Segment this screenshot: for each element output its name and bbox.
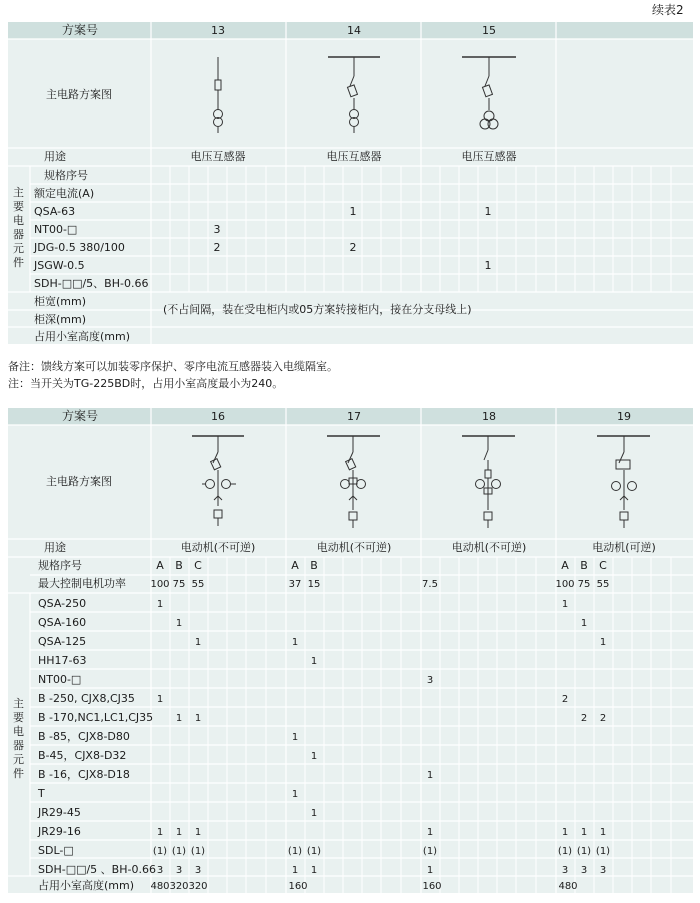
table2-row-label: T — [38, 787, 45, 800]
table1-cabinet-note: (不占间隔，装在受电柜内或05方案转接柜内，接在分支母线上) — [163, 303, 472, 316]
max-power: 55 — [191, 579, 205, 590]
table2-cell: 3 — [194, 865, 202, 876]
max-power: 75 — [577, 579, 591, 590]
table2-cell: 1 — [291, 732, 299, 743]
table2-cell: 2 — [599, 713, 607, 724]
table2-row-label: B -85，CJX8-D80 — [38, 730, 130, 743]
table1-diagram-label: 主电路方案图 — [46, 88, 112, 101]
table1-usage-14: 电压互感器 — [326, 150, 382, 163]
table2-usage-label: 用途 — [44, 541, 66, 554]
table2-cell: 1 — [426, 827, 434, 838]
table1-col-13: 13 — [211, 24, 225, 37]
room-height: 160 — [288, 881, 308, 892]
table2-cell: 1 — [194, 827, 202, 838]
table2-cell: 1 — [175, 827, 183, 838]
table2-cell: 1 — [561, 827, 569, 838]
table2-usage-16: 电动机(不可逆) — [180, 541, 256, 554]
table1-row-label: NT00-□ — [34, 223, 78, 236]
table2-cell: 1 — [291, 865, 299, 876]
table2-cell: (1) — [190, 846, 206, 857]
table2-cell: 1 — [561, 599, 569, 610]
spec-letter: A — [291, 559, 299, 572]
table2-cell: 1 — [310, 656, 318, 667]
note-line: 注：当开关为TG-225BD时，占用小室高度最小为240。 — [8, 377, 284, 390]
table2-row-label: SDL-□ — [38, 844, 74, 857]
table1-cell: 2 — [349, 241, 357, 254]
spec-letter: B — [310, 559, 318, 572]
table1-height-label: 占用小室高度(mm) — [34, 330, 131, 343]
table2-cell: (1) — [576, 846, 592, 857]
table1-col-14: 14 — [347, 24, 361, 37]
table2-cell: 1 — [194, 713, 202, 724]
table2-cell: 1 — [291, 789, 299, 800]
table1-cell: 1 — [484, 259, 492, 272]
table2-height-label: 占用小室高度(mm) — [38, 879, 135, 892]
table2-col-19: 19 — [617, 410, 631, 423]
table1-usage-label: 用途 — [44, 150, 66, 163]
table2-cell: (1) — [306, 846, 322, 857]
table2-row-label: JR29-45 — [38, 806, 81, 819]
spec-letter: A — [156, 559, 164, 572]
max-power: 7.5 — [422, 579, 438, 590]
table2-cell: 1 — [156, 694, 164, 705]
table1-row-label: QSA-63 — [34, 205, 76, 218]
table2-row-label: NT00-□ — [38, 673, 82, 686]
table2-usage-17: 电动机(不可逆) — [316, 541, 392, 554]
table2-cell: 1 — [310, 865, 318, 876]
table2-row-label: B-45，CJX8-D32 — [38, 749, 127, 762]
table2-cell: (1) — [557, 846, 573, 857]
max-power: 15 — [307, 579, 321, 590]
table2-row-label: QSA-250 — [38, 597, 87, 610]
room-height: 320 — [169, 881, 189, 892]
table2-cell: 2 — [561, 694, 569, 705]
table1-cell: 3 — [213, 223, 221, 236]
table2-cell: 3 — [156, 865, 164, 876]
page-label: 续表2 — [652, 3, 684, 17]
table2-max-power-label: 最大控制电机功率 — [38, 577, 126, 590]
table2-cell: 2 — [580, 713, 588, 724]
table1-depth-label: 柜深(mm) — [34, 313, 87, 326]
room-height: 320 — [188, 881, 208, 892]
table1-row-label: SDH-□□/5、BH-0.66 — [34, 277, 149, 290]
table2-col-16: 16 — [211, 410, 225, 423]
table2-cell: 1 — [580, 827, 588, 838]
table2-cell: 1 — [426, 770, 434, 781]
table2-cell: 1 — [194, 637, 202, 648]
table2-cell: 1 — [599, 827, 607, 838]
table2-cell: 1 — [156, 599, 164, 610]
table1-row-label: JSGW-0.5 — [34, 259, 85, 272]
table2-col-17: 17 — [347, 410, 361, 423]
table2-cell: 1 — [175, 618, 183, 629]
spec-letter: B — [580, 559, 588, 572]
room-height: 160 — [422, 881, 442, 892]
table2-col-18: 18 — [482, 410, 496, 423]
table1-usage-15: 电压互感器 — [461, 150, 517, 163]
table2-cell: 3 — [426, 675, 434, 686]
table1-usage-13: 电压互感器 — [190, 150, 246, 163]
table2-row-label: B -170,NC1,LC1,CJ35 — [38, 711, 154, 724]
table2-cell: (1) — [287, 846, 303, 857]
table2-cell: 1 — [310, 751, 318, 762]
table2-row-label: QSA-125 — [38, 635, 87, 648]
table2-diagram-label: 主电路方案图 — [46, 475, 112, 488]
table1-rated-current: 额定电流(A) — [34, 187, 95, 200]
spec-letter: C — [599, 559, 607, 572]
table2-row-label: B -250, CJX8,CJ35 — [38, 692, 135, 705]
table2-cell: (1) — [152, 846, 168, 857]
note-line: 备注：馈线方案可以加装零序保护、零序电流互感器装入电缆隔室。 — [8, 360, 338, 373]
table1-width-label: 柜宽(mm) — [34, 295, 87, 308]
table2-cell: 3 — [175, 865, 183, 876]
table1-col-15: 15 — [482, 24, 496, 37]
table2-cell: 1 — [426, 865, 434, 876]
table2-usage-19: 电动机(可逆) — [592, 541, 656, 554]
table2-cell: 1 — [175, 713, 183, 724]
table2-usage-18: 电动机(不可逆) — [451, 541, 527, 554]
table2-cell: 1 — [580, 618, 588, 629]
table2-cell: 3 — [599, 865, 607, 876]
table2-cell: 1 — [310, 808, 318, 819]
max-power: 37 — [288, 579, 302, 590]
table2-cell: 3 — [580, 865, 588, 876]
table1-background — [8, 22, 693, 344]
room-height: 480 — [150, 881, 170, 892]
table1-spec-no: 规格序号 — [44, 169, 88, 182]
table2-row-label: JR29-16 — [38, 825, 81, 838]
table2-row-label: QSA-160 — [38, 616, 87, 629]
table1-cell: 2 — [213, 241, 221, 254]
table2-cell: (1) — [422, 846, 438, 857]
table2-cell: 1 — [156, 827, 164, 838]
table1-scheme-no-header: 方案号 — [61, 23, 99, 37]
spec-letter: C — [194, 559, 202, 572]
table2-row-label: B -16，CJX8-D18 — [38, 768, 130, 781]
table2-cell: 3 — [561, 865, 569, 876]
max-power: 55 — [596, 579, 610, 590]
table2-cell: 1 — [599, 637, 607, 648]
table1-cell: 1 — [349, 205, 357, 218]
table2-scheme-no-header: 方案号 — [61, 409, 99, 423]
table2-cell: (1) — [171, 846, 187, 857]
table1-cell: 1 — [484, 205, 492, 218]
table2-spec-no: 规格序号 — [38, 559, 82, 572]
table1-row-label: JDG-0.5 380/100 — [34, 241, 125, 254]
max-power: 75 — [172, 579, 186, 590]
room-height: 480 — [558, 881, 578, 892]
table2-cell: (1) — [595, 846, 611, 857]
table2-row-label: HH17-63 — [38, 654, 87, 667]
table2-row-label: SDH-□□/5 、BH-0.66 — [38, 863, 156, 876]
spec-letter: A — [561, 559, 569, 572]
table2-cell: 1 — [291, 637, 299, 648]
max-power: 100 — [555, 579, 575, 590]
spec-letter: B — [175, 559, 183, 572]
max-power: 100 — [150, 579, 170, 590]
